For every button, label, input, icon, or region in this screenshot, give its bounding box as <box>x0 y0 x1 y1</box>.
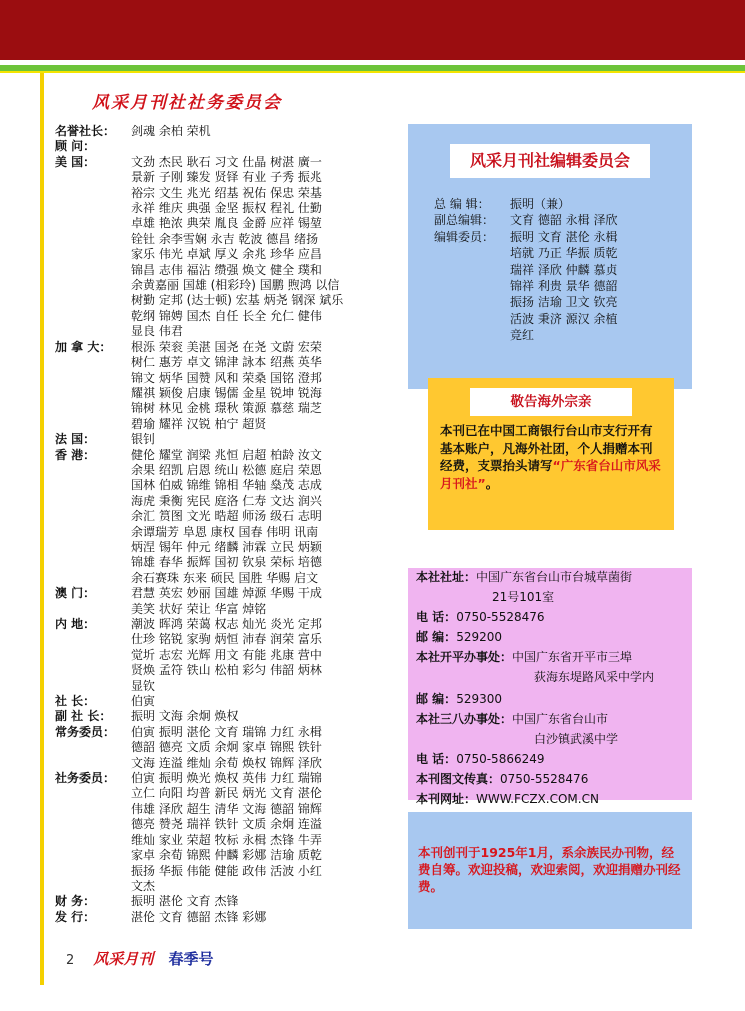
committee-row-names: 碧瑜 耀祥 汉锐 柏宁 超贤 <box>131 416 267 431</box>
contact-label: 本刊网址： <box>416 792 477 806</box>
committee-row <box>55 432 400 447</box>
committee-row-names: 树仁 惠芳 卓文 锦津 詠本 绍燕 英华 <box>131 355 322 370</box>
committee-row <box>55 879 400 894</box>
editorial-row-label <box>434 278 510 294</box>
committee-row <box>55 509 400 524</box>
contact-value: 中国广东省台山市台城草菌街 <box>476 570 633 584</box>
contact-row <box>416 770 588 787</box>
committee-row <box>55 340 400 355</box>
committee-row <box>55 817 400 832</box>
committee-row-label <box>55 740 131 755</box>
committee-row-label: 加 拿 大： <box>55 339 112 354</box>
committee-row-names: 伯寅 <box>131 694 156 709</box>
committee-row-label <box>55 355 131 370</box>
committee-row-label <box>55 879 131 894</box>
editorial-row <box>434 212 684 228</box>
committee-row <box>55 602 400 617</box>
contact-value: 0750-5528476 <box>500 772 589 786</box>
committee-row-label: 澳 门： <box>55 586 96 601</box>
committee-row-names: 文杰 <box>131 878 156 893</box>
contact-value: WWW.FCZX.COM.CN <box>476 792 599 806</box>
committee-row-names: 锦昌 志伟 福沾 缵强 焕文 健全 璞和 <box>131 262 322 277</box>
committee-row-names: 景新 子刚 臻发 贤铎 有业 子秀 振兆 <box>131 170 322 185</box>
editorial-row <box>434 294 684 310</box>
committee-row-label <box>55 371 131 386</box>
committee-row <box>55 232 400 247</box>
committee-row-names: 贤焕 孟符 铁山 松柏 彩匀 伟韶 炳林 <box>131 663 322 678</box>
committee-row-names: 德韶 德亮 文质 余炯 家卓 锦熙 铁针 <box>131 740 322 755</box>
committee-row-names: 锦文 炳华 国赞 风和 荣桑 国铭 澄邦 <box>131 370 322 385</box>
committee-row <box>55 371 400 386</box>
editorial-list <box>434 196 684 344</box>
committee-row <box>55 263 400 278</box>
editorial-row-names: 振明 文育 湛伦 永楫 <box>510 229 618 244</box>
closing-text: 本刊创刊于1925年1月，系余族民办刊物，经费自筹。欢迎投稿，欢迎索阅，欢迎捐赠办刊经费。 <box>418 845 681 894</box>
committee-row <box>55 186 400 201</box>
editorial-row <box>434 278 684 294</box>
contact-row <box>416 568 632 585</box>
editorial-row-label: 总 编 辑： <box>434 197 490 211</box>
contact-value: 0750-5528476 <box>456 610 545 624</box>
committee-row-label <box>55 247 131 262</box>
committee-row-names: 美笑 状好 荣让 华富 焯铭 <box>131 601 267 616</box>
committee-row-label: 副 社 长： <box>55 709 112 724</box>
committee-row-names: 文劲 杰民 耿石 习文 仕晶 树湛 廣一 <box>131 154 322 169</box>
contact-label: 电 话： <box>416 752 457 766</box>
committee-row <box>55 216 400 231</box>
committee-row <box>55 771 400 786</box>
committee-row <box>55 525 400 540</box>
committee-row-label <box>55 201 131 216</box>
committee-row <box>55 247 400 262</box>
committee-row-names: 剑魂 余柏 荣机 <box>131 124 211 138</box>
committee-row-label <box>55 263 131 278</box>
committee-row-names: 伯寅 振明 湛伦 文育 瑞锦 力红 永楫 <box>131 724 322 739</box>
committee-row-names: 国林 伯威 锦维 锦相 华轴 燊茂 志成 <box>131 478 322 493</box>
page-number: 2 <box>66 953 75 968</box>
committee-row-label <box>55 278 131 293</box>
committee-row-names: 家乐 伟光 卓斌 厚义 余兆 珍华 应昌 <box>131 247 322 262</box>
committee-row-names: 银钊 <box>131 432 156 447</box>
footer-magazine-name: 风采月刊 <box>93 950 154 968</box>
committee-row <box>55 725 400 740</box>
committee-row <box>55 910 400 925</box>
committee-row-label: 内 地： <box>55 617 96 631</box>
committee-row-label <box>55 679 131 694</box>
committee-row-label <box>55 525 131 540</box>
committee-row-label: 发 行： <box>55 909 96 924</box>
committee-row-label <box>55 216 131 231</box>
committee-row-names <box>131 139 396 154</box>
committee-row-label <box>55 571 131 586</box>
editorial-row-names: 振明（兼） <box>510 197 571 211</box>
committee-row-label <box>55 293 131 308</box>
contact-row <box>416 710 608 727</box>
notice-highlight: “广东省台山市风采月刊社” <box>440 458 661 491</box>
committee-row-names: 余黄嘉丽 国雄 (相彩玲) 国鹏 煦鸿 以信 <box>131 278 340 293</box>
committee-row <box>55 386 400 401</box>
committee-row-label <box>55 663 131 678</box>
committee-row-names: 显钦 <box>131 678 156 693</box>
committee-row <box>55 139 400 154</box>
editorial-row-label: 编辑委员： <box>434 229 495 244</box>
committee-row-names: 伯寅 振明 焕光 焕权 英伟 力红 瑞锦 <box>131 771 322 786</box>
committee-list <box>55 124 400 925</box>
committee-row-names: 卓雄 艳浓 典荣 胤良 金爵 应祥 锡堃 <box>131 216 322 231</box>
committee-row-names: 振明 文海 余炯 焕权 <box>131 709 239 724</box>
contact-row <box>416 690 502 707</box>
committee-row-label <box>55 602 131 617</box>
contact-value: 529300 <box>456 692 502 706</box>
notice-text <box>440 422 664 492</box>
editorial-row-names: 瑞祥 泽欣 仲麟 慕贞 <box>510 262 618 277</box>
committee-row <box>55 494 400 509</box>
editorial-row <box>434 229 684 245</box>
committee-row <box>55 309 400 324</box>
committee-row <box>55 571 400 586</box>
notice-end: 。 <box>485 475 499 491</box>
committee-row-label: 社 长： <box>55 694 96 709</box>
committee-row-label: 香 港： <box>55 447 96 462</box>
contact-value: 21号101室 <box>492 590 555 604</box>
contact-value: 0750-5866249 <box>456 752 545 766</box>
contact-label: 本社三八办事处： <box>416 712 513 726</box>
committee-row <box>55 324 400 339</box>
contact-panel <box>408 568 692 806</box>
committee-row-label <box>55 386 131 401</box>
committee-row-names: 树勤 定邦 (达士顿) 宏基 炳尧 钢深 斌乐 <box>131 293 344 308</box>
committee-row <box>55 864 400 879</box>
committee-row <box>55 848 400 863</box>
committee-row-names: 显良 伟君 <box>131 324 183 339</box>
contact-value: 荻海东堤路风采中学内 <box>534 670 655 684</box>
committee-row-names: 潮波 晖鸿 荣蔼 权志 灿光 炎光 定邦 <box>131 617 322 631</box>
committee-row-label: 财 务： <box>55 894 96 909</box>
contact-value: 529200 <box>456 630 502 644</box>
editorial-row-label <box>434 294 510 310</box>
committee-row <box>55 617 400 632</box>
committee-row-label: 法 国： <box>55 432 96 447</box>
committee-row-label <box>55 401 131 416</box>
committee-row-label <box>55 309 131 324</box>
committee-row-label <box>55 232 131 247</box>
contact-row <box>534 730 618 747</box>
editorial-row-names: 振扬 洁瑜 卫文 钦亮 <box>510 295 618 310</box>
committee-row <box>55 201 400 216</box>
committee-row <box>55 170 400 185</box>
contact-label: 邮 编： <box>416 630 457 644</box>
committee-title: 风采月刊社社务委员会 <box>92 93 282 113</box>
committee-row-names: 余石赛珠 东来 硕民 国胜 华赐 启文 <box>131 570 319 585</box>
editorial-row-label <box>434 245 510 261</box>
committee-row-names: 裕宗 文生 兆光 绍基 祝佑 保忠 荣基 <box>131 185 322 200</box>
contact-label: 邮 编： <box>416 692 457 706</box>
contact-label: 电 话： <box>416 610 457 624</box>
committee-row-label <box>55 417 131 432</box>
committee-row-names: 永祥 维庆 典强 金坚 振权 程礼 仕勤 <box>131 201 322 216</box>
committee-row <box>55 740 400 755</box>
committee-row-label <box>55 756 131 771</box>
committee-row <box>55 802 400 817</box>
committee-row <box>55 663 400 678</box>
committee-row-label: 社务委员： <box>55 771 116 786</box>
committee-row-names: 仕珍 铭锐 家驹 炳恒 沛春 润荣 富乐 <box>131 632 322 647</box>
committee-row-names: 振扬 华振 伟能 健能 政伟 活波 小红 <box>131 863 322 878</box>
committee-row-label <box>55 864 131 879</box>
banner-stripe-yellow <box>0 71 745 73</box>
editorial-panel <box>408 124 692 389</box>
contact-row <box>492 588 554 605</box>
footer-issue: 春季号 <box>168 950 214 968</box>
committee-row-label <box>55 324 131 339</box>
committee-row <box>55 555 400 570</box>
committee-row <box>55 679 400 694</box>
committee-row-names: 健伦 耀堂 润梁 兆恒 启超 柏龄 汝文 <box>131 447 322 462</box>
committee-row-label <box>55 802 131 817</box>
editorial-row-label <box>434 327 510 343</box>
committee-row-label <box>55 478 131 493</box>
committee-row <box>55 155 400 170</box>
committee-row-names: 家卓 余荀 锦熙 仲麟 彩娜 洁瑜 质乾 <box>131 848 322 863</box>
editorial-row <box>434 262 684 278</box>
committee-row-names: 德亮 赞尧 瑞祥 铁针 文质 余炯 连溢 <box>131 817 322 832</box>
editorial-row-names: 活波 秉济 源汉 余植 <box>510 311 618 326</box>
committee-row-label <box>55 848 131 863</box>
committee-row <box>55 756 400 771</box>
committee-row-names: 炳涅 锡年 仲元 绪麟 沛霖 立民 炳颖 <box>131 539 322 554</box>
committee-row-names: 乾纲 锦娉 国杰 自任 长全 允仁 健伟 <box>131 308 322 323</box>
committee-row-label <box>55 509 131 524</box>
editorial-row <box>434 327 684 343</box>
committee-row <box>55 833 400 848</box>
committee-row-label <box>55 833 131 848</box>
notice-main: 本刊已在中国工商银行台山市支行开有基本账户，凡海外社团，个人捐赠本刊经费，支票抬头请写 <box>440 423 653 474</box>
committee-row-names: 余谭瑞芳 阜恩 康权 国春 伟明 讯南 <box>131 524 319 539</box>
committee-row-names: 振明 湛伦 文育 杰锋 <box>131 894 239 909</box>
committee-row-names: 根泺 荣衮 美湛 国尧 在尧 文蔚 宏荣 <box>131 339 322 354</box>
committee-row <box>55 448 400 463</box>
committee-row <box>55 786 400 801</box>
committee-row <box>55 355 400 370</box>
page-footer <box>66 948 214 969</box>
committee-row-label <box>55 786 131 801</box>
committee-row <box>55 894 400 909</box>
committee-row-names: 铨钍 余李雪娴 永吉 乾波 德昌 绪扬 <box>131 231 319 246</box>
committee-row-label: 名誉社长： <box>55 124 116 138</box>
committee-row <box>55 401 400 416</box>
editorial-row-names: 锦祥 利贵 景华 德韶 <box>510 279 618 294</box>
committee-row-names: 锦树 林见 金桃 璟秋 策源 慕慈 瑞芝 <box>131 401 322 416</box>
editorial-row-names: 文育 德韶 永楫 泽欣 <box>510 213 618 228</box>
committee-row-names: 海虎 秉衡 宪民 庭洛 仁寿 文达 润兴 <box>131 493 322 508</box>
editorial-row-label <box>434 262 510 278</box>
contact-row <box>416 790 599 807</box>
committee-row <box>55 293 400 308</box>
committee-row-names: 湛伦 文育 德韶 杰锋 彩娜 <box>131 909 267 924</box>
editorial-row-label: 副总编辑： <box>434 213 495 228</box>
editorial-row <box>434 311 684 327</box>
contact-value: 中国广东省开平市三埠 <box>512 650 633 664</box>
closing-panel <box>408 812 692 929</box>
committee-row-label <box>55 186 131 201</box>
notice-panel <box>428 378 674 530</box>
committee-row-label <box>55 648 131 663</box>
committee-row-names: 文海 连溢 维灿 余荀 焕权 锦辉 泽欣 <box>131 755 322 770</box>
committee-row <box>55 540 400 555</box>
contact-label: 本社开平办事处： <box>416 650 513 664</box>
committee-row-label: 常务委员： <box>55 724 116 739</box>
committee-row <box>55 478 400 493</box>
committee-row-names: 余汇 筼图 文光 晧超 师汤 级石 志明 <box>131 509 322 524</box>
contact-row <box>416 608 545 625</box>
committee-row-names: 觉圻 志宏 光辉 用文 有能 兆康 营中 <box>131 647 322 662</box>
committee-row <box>55 278 400 293</box>
contact-row <box>416 648 632 665</box>
contact-label: 本刊图文传真： <box>416 772 501 786</box>
committee-row-names: 余果 绍凯 启恩 统山 松德 庭启 荣恩 <box>131 462 322 477</box>
editorial-row-names: 竞红 <box>510 328 535 343</box>
committee-row <box>55 694 400 709</box>
committee-row-label: 顾 问： <box>55 139 96 154</box>
committee-row-label <box>55 540 131 555</box>
committee-row-label <box>55 494 131 509</box>
committee-row-label <box>55 170 131 185</box>
committee-row-names: 伟雄 泽欣 超生 清华 文海 德韶 锦辉 <box>131 801 322 816</box>
editorial-title: 风采月刊社编辑委员会 <box>450 144 650 178</box>
editorial-row-names: 培就 乃正 华振 质乾 <box>510 246 618 261</box>
committee-row-names: 耀祺 颖俊 启康 锡儒 金星 锐坤 锐海 <box>131 385 322 400</box>
contact-row <box>534 668 654 685</box>
contact-value: 白沙镇武溪中学 <box>534 732 619 746</box>
committee-row <box>55 417 400 432</box>
contact-label: 本社社址： <box>416 570 477 584</box>
committee-row <box>55 586 400 601</box>
committee-row-label <box>55 463 131 478</box>
committee-row <box>55 463 400 478</box>
margin-rule <box>40 73 44 985</box>
notice-title: 敬告海外宗亲 <box>470 388 632 416</box>
committee-row-label <box>55 555 131 570</box>
contact-row <box>416 628 502 645</box>
committee-row <box>55 632 400 647</box>
committee-row-label <box>55 632 131 647</box>
committee-row-names: 锦雄 春华 振辉 国初 钦泉 荣标 培德 <box>131 555 322 570</box>
committee-row-names: 维灿 家业 荣超 牧标 永楫 杰锋 牛弄 <box>131 832 322 847</box>
editorial-row-label <box>434 311 510 327</box>
editorial-row <box>434 196 684 212</box>
committee-row <box>55 124 400 139</box>
committee-row-label <box>55 817 131 832</box>
committee-row <box>55 648 400 663</box>
committee-row-label: 美 国： <box>55 154 96 169</box>
committee-row <box>55 709 400 724</box>
committee-row-names: 君慧 英宏 妙丽 国雄 焯源 华赐 干成 <box>131 586 322 601</box>
contact-row <box>416 750 545 767</box>
contact-value: 中国广东省台山市 <box>512 712 609 726</box>
editorial-row <box>434 245 684 261</box>
top-banner <box>0 0 745 60</box>
committee-row-names: 立仁 向阳 均普 新民 炳光 文育 湛伦 <box>131 786 322 801</box>
